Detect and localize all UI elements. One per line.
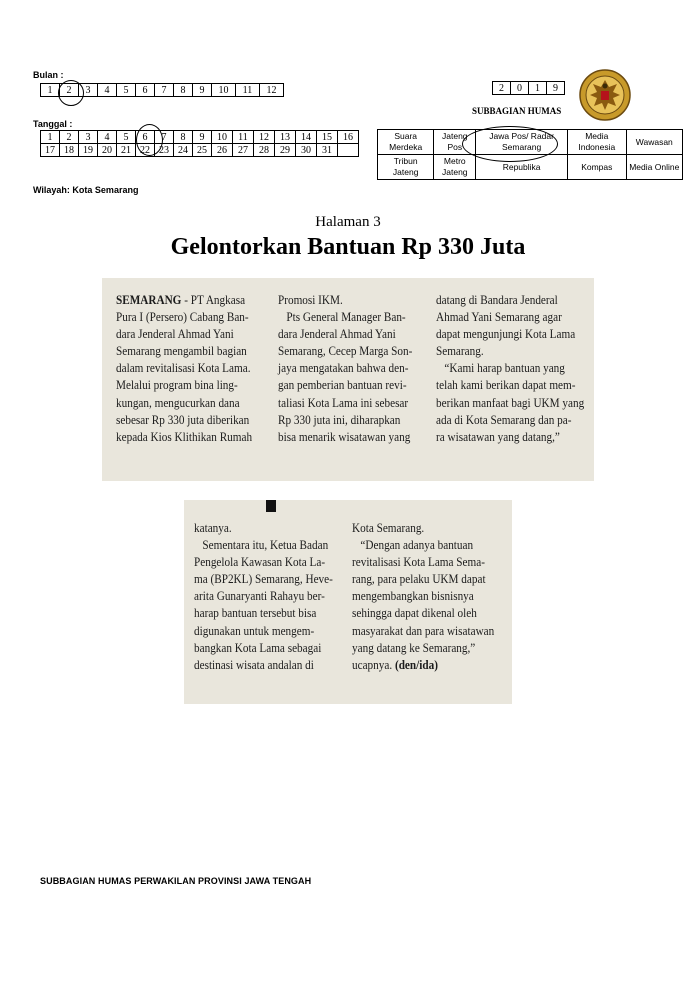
media-jawa-pos: Jawa Pos/ Radar Semarang [476, 130, 568, 155]
year-cell: 2 [493, 82, 511, 95]
date1-cell: 15 [317, 131, 338, 144]
byline: (den/ida) [394, 657, 438, 672]
month-cell: 4 [98, 84, 117, 97]
clip1-column-1 [116, 292, 252, 446]
media-tribun-jateng: Tribun Jateng [378, 155, 434, 180]
month-cell: 5 [117, 84, 136, 97]
date2-cell: 25 [193, 144, 212, 157]
clip2-column-2-text: Kota Semarang. “Dengan adanya bantuan revitalisasi Kota Lama Sema- rang, para pelaku UKM dapat mengembangkan bisnisnya sehingga dapat dikenal oleh masyarakat dan para wisatawan yang datang ke Semarang,” ucapnya. [352, 521, 495, 672]
date1-cell: 6 [136, 131, 155, 144]
date2-cell [338, 144, 359, 157]
date1-cell: 12 [254, 131, 275, 144]
month-cell: 11 [236, 84, 260, 97]
date1-cell: 8 [174, 131, 193, 144]
date2-cell: 19 [79, 144, 98, 157]
news-clipping-1 [102, 278, 594, 481]
year-cell: 9 [547, 82, 565, 95]
date-grid [40, 130, 359, 157]
month-selection-circle [58, 80, 84, 106]
date2-cell: 18 [60, 144, 79, 157]
clip1-column-2: Promosi IKM. Pts General Manager Ban- dara Jenderal Ahmad Yani Semarang, Cecep Marga Son- jaya mengatakan bahwa den- gan pemberian bantuan revi- taliasi Kota Lama ini sebesar Rp 330 juta ini, diharapkan bisa menarik wisatawan yang [278, 293, 413, 444]
media-republika: Republika [476, 155, 568, 180]
page-number: Halaman 3 [315, 214, 381, 230]
media-jateng-pos: Jateng Pos [434, 130, 476, 155]
media-selection-ellipse [462, 126, 558, 162]
date1-cell: 13 [275, 131, 296, 144]
media-metro-jateng: Metro Jateng [434, 155, 476, 180]
month-cell: 8 [174, 84, 193, 97]
date2-cell: 30 [296, 144, 317, 157]
media-kompas: Kompas [568, 155, 626, 180]
date2-cell: 21 [117, 144, 136, 157]
date2-cell: 20 [98, 144, 117, 157]
date2-cell: 17 [41, 144, 60, 157]
month-cell: 1 [41, 84, 60, 97]
date1-cell: 11 [233, 131, 254, 144]
year-cell: 1 [529, 82, 547, 95]
date1-cell: 9 [193, 131, 212, 144]
date-selection-circle [136, 124, 163, 156]
clip2-column-1: katanya. Sementara itu, Ketua Badan Pengelola Kawasan Kota La- ma (BP2KL) Semarang, Heve- arita Gunaryanti Rahayu ber- harap bantuan tersebut bisa digunakan untuk mengem- bangkan Kota Lama sebagai destinasi wisata andalan di [194, 521, 333, 672]
garuda-emblem-icon [578, 68, 632, 122]
footer: SUBBAGIAN HUMAS PERWAKILAN PROVINSI JAWA TENGAH [40, 876, 312, 886]
bulan-label: Bulan : [33, 70, 64, 80]
clip2-column-2 [352, 520, 494, 674]
media-wawasan: Wawasan [626, 130, 682, 155]
date2-cell: 26 [212, 144, 233, 157]
date2-cell: 29 [275, 144, 296, 157]
date2-cell: 28 [254, 144, 275, 157]
tanggal-label: Tanggal : [33, 119, 73, 129]
media-online: Media Online [626, 155, 682, 180]
year-boxes [492, 81, 565, 95]
date1-cell: 2 [60, 131, 79, 144]
clip1-column-1-text: - PT Angkasa Pura I (Persero) Cabang Ban- dara Jenderal Ahmad Yani Semarang mengambil bagian dalam revitalisasi Kota Lama. Melalui program bina ling- kungan, mengucurkan dana sebesar Rp 330 juta diberikan kepada Kios Klithikan Rumah [116, 293, 253, 444]
agency-label: SUBBAGIAN HUMAS [472, 106, 562, 116]
wilayah-label: Wilayah: Kota Semarang [33, 185, 139, 195]
date1-cell: 7 [155, 131, 174, 144]
date1-cell: 10 [212, 131, 233, 144]
month-cell: 10 [212, 84, 236, 97]
date1-cell: 1 [41, 131, 60, 144]
date1-cell: 4 [98, 131, 117, 144]
month-cell: 7 [155, 84, 174, 97]
date2-cell: 23 [155, 144, 174, 157]
month-cell: 6 [136, 84, 155, 97]
clip1-column-3: datang di Bandara Jenderal Ahmad Yani Semarang agar dapat mengunjungi Kota Lama Semarang. “Kami harap bantuan yang telah kami berikan dapat mem- berikan manfaat bagi UKM yang ada di Kota Semarang dan pa- ra wisatawan yang datang,” [436, 293, 585, 444]
date1-cell: 16 [338, 131, 359, 144]
media-suara-merdeka: Suara Merdeka [378, 130, 434, 155]
date2-cell: 31 [317, 144, 338, 157]
dateline: SEMARANG [116, 293, 182, 307]
month-cell: 3 [79, 84, 98, 97]
news-clipping-2 [184, 500, 512, 704]
date1-cell: 5 [117, 131, 136, 144]
headline: Gelontorkan Bantuan Rp 330 Juta [170, 234, 526, 260]
year-cell: 0 [511, 82, 529, 95]
photo-edge [266, 500, 276, 512]
month-cell: 2 [60, 84, 79, 97]
media-media-indonesia: Media Indonesia [568, 130, 626, 155]
month-cell: 9 [193, 84, 212, 97]
date2-cell: 27 [233, 144, 254, 157]
date2-cell: 22 [136, 144, 155, 157]
date1-cell: 3 [79, 131, 98, 144]
date2-cell: 24 [174, 144, 193, 157]
date1-cell: 14 [296, 131, 317, 144]
month-cell: 12 [260, 84, 284, 97]
